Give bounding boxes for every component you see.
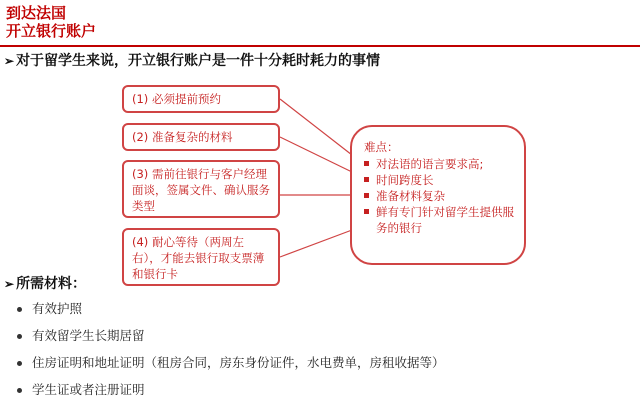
material-text: 有效护照 xyxy=(32,301,83,316)
material-text: 有效留学生长期居留 xyxy=(32,328,145,343)
materials-heading xyxy=(4,273,86,293)
material-text: 学生证或者注册证明 xyxy=(32,382,145,397)
difficulty-text: 对法语的语言要求高; xyxy=(376,157,484,171)
material-item xyxy=(14,300,445,327)
title-line-2: 开立银行账户 xyxy=(6,22,97,40)
difficulties-list xyxy=(364,156,514,236)
square-bullet-icon xyxy=(364,177,369,182)
material-item xyxy=(14,354,445,381)
difficulty-item xyxy=(364,204,514,236)
connector-line-2 xyxy=(280,137,352,172)
dot-bullet-icon xyxy=(17,307,22,312)
square-bullet-icon xyxy=(364,209,369,214)
material-item xyxy=(14,381,445,408)
difficulty-item xyxy=(364,172,514,188)
square-bullet-icon xyxy=(364,161,369,166)
arrow-bullet-icon: ➢ xyxy=(4,54,15,68)
connector-line-4 xyxy=(280,230,352,257)
materials-heading-text: 所需材料： xyxy=(16,276,87,292)
difficulty-text: 准备材料复杂 xyxy=(376,189,445,203)
difficulty-text: 时间跨度长 xyxy=(376,173,434,187)
step-box-3: (3) 需前往银行与客户经理面谈，签属文件、确认服务类型 xyxy=(122,160,280,218)
connector-line-1 xyxy=(280,99,352,155)
headline-text: 对于留学生来说，开立银行账户是一件十分耗时耗力的事情 xyxy=(16,53,381,69)
square-bullet-icon xyxy=(364,193,369,198)
difficulty-item xyxy=(364,188,514,204)
difficulty-item xyxy=(364,156,514,172)
material-text: 住房证明和地址证明（租房合同，房东身份证件，水电费单，房租收据等） xyxy=(32,355,445,370)
dot-bullet-icon xyxy=(17,388,22,393)
step-box-4: (4) 耐心等待（两周左右），才能去银行取支票薄和银行卡 xyxy=(122,228,280,286)
materials-list xyxy=(14,300,445,408)
material-item xyxy=(14,327,445,354)
dot-bullet-icon xyxy=(17,334,22,339)
dot-bullet-icon xyxy=(17,361,22,366)
difficulties-title: 难点： xyxy=(364,140,399,154)
difficulties-box xyxy=(350,125,526,265)
step-box-2: (2) 准备复杂的材料 xyxy=(122,123,280,151)
arrow-bullet-icon: ➢ xyxy=(4,277,15,291)
title-line-1: 到达法国 xyxy=(6,4,67,22)
step-box-1: (1) 必须提前预约 xyxy=(122,85,280,113)
difficulty-text: 鲜有专门针对留学生提供服务的银行 xyxy=(376,205,514,235)
